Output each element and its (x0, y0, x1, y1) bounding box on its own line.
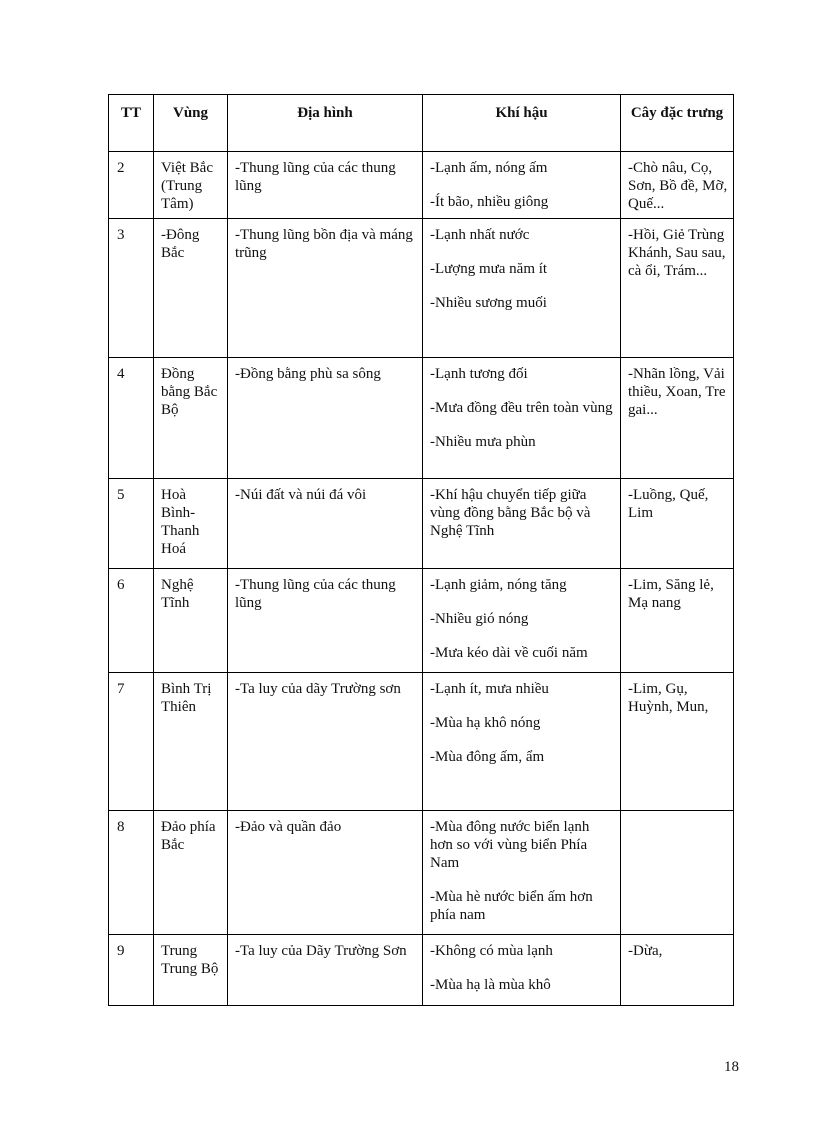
cell-climate (423, 152, 621, 219)
cell-region: -Đông Bắc (154, 219, 228, 358)
cell-tt: 7 (109, 673, 154, 811)
cell-climate (423, 935, 621, 1006)
cell-terrain: -Thung lũng bồn địa và máng trũng (228, 219, 423, 358)
cell-region: Đồng bằng Bắc Bộ (154, 358, 228, 479)
header-region: Vùng (154, 95, 228, 152)
cell-terrain: -Thung lũng của các thung lũng (228, 152, 423, 219)
cell-tt: 2 (109, 152, 154, 219)
cell-trees: -Luồng, Quế, Lim (621, 479, 734, 569)
cell-trees: -Hồi, Giẻ Trùng Khánh, Sau sau, cà ổi, Trám... (621, 219, 734, 358)
cell-region: Trung Trung Bộ (154, 935, 228, 1006)
cell-tt: 6 (109, 569, 154, 673)
cell-trees: -Lim, Săng lẻ, Mạ nang (621, 569, 734, 673)
cell-terrain: -Đồng bằng phù sa sông (228, 358, 423, 479)
climate-line: -Lạnh tương đối (430, 366, 528, 382)
cell-region: Hoà Bình-Thanh Hoá (154, 479, 228, 569)
header-terrain: Địa hình (228, 95, 423, 152)
table-row (109, 358, 734, 479)
cell-terrain: -Ta luy của Dãy Trường Sơn (228, 935, 423, 1006)
cell-tt: 9 (109, 935, 154, 1006)
header-trees: Cây đặc trưng (621, 95, 734, 152)
cell-tt: 8 (109, 811, 154, 935)
climate-line: -Mùa đông nước biển lạnh hơn so với vùng biển Phía Nam (430, 819, 590, 871)
climate-line: -Lượng mưa năm ít (430, 261, 548, 277)
climate-line: -Nhiều mưa phùn (430, 434, 536, 450)
climate-line: -Nhiều gió nóng (430, 611, 529, 627)
cell-trees: -Nhãn lồng, Vải thiều, Xoan, Tre gai... (621, 358, 734, 479)
vegetation-regions-table (108, 94, 734, 1006)
climate-line: -Lạnh giảm, nóng tăng (430, 577, 567, 593)
climate-line: -Mùa hạ là mùa khô (430, 977, 551, 993)
climate-line: -Nhiều sương muối (430, 295, 547, 311)
page-number: 18 (724, 1059, 739, 1075)
table-row (109, 811, 734, 935)
cell-trees (621, 811, 734, 935)
climate-line: -Mưa kéo dài về cuối năm (430, 645, 588, 661)
cell-tt: 3 (109, 219, 154, 358)
table-row (109, 673, 734, 811)
cell-climate (423, 811, 621, 935)
climate-line: -Lạnh ít, mưa nhiều (430, 681, 549, 697)
climate-line: -Mùa hạ khô nóng (430, 715, 541, 731)
cell-trees: -Dừa, (621, 935, 734, 1006)
cell-climate (423, 219, 621, 358)
header-climate: Khí hậu (423, 95, 621, 152)
cell-tt: 5 (109, 479, 154, 569)
cell-region: Nghệ Tĩnh (154, 569, 228, 673)
cell-region: Việt Bắc (Trung Tâm) (154, 152, 228, 219)
table-row (109, 935, 734, 1006)
table-row (109, 569, 734, 673)
climate-line: -Không có mùa lạnh (430, 943, 553, 959)
climate-line: -Khí hậu chuyển tiếp giữa vùng đồng bằng Bắc bộ và Nghệ Tĩnh (430, 487, 591, 539)
cell-region: Bình Trị Thiên (154, 673, 228, 811)
cell-climate (423, 479, 621, 569)
climate-line: -Mưa đồng đều trên toàn vùng (430, 400, 613, 416)
cell-terrain: -Thung lũng của các thung lũng (228, 569, 423, 673)
cell-terrain: -Đảo và quần đảo (228, 811, 423, 935)
climate-line: -Ít bão, nhiều giông (430, 194, 549, 210)
cell-climate (423, 673, 621, 811)
cell-terrain: -Núi đất và núi đá vôi (228, 479, 423, 569)
cell-trees: -Chò nâu, Cọ, Sơn, Bồ đề, Mỡ, Quế... (621, 152, 734, 219)
header-tt: TT (109, 95, 154, 152)
climate-line: -Lạnh ấm, nóng ấm (430, 160, 548, 176)
cell-trees: -Lim, Gụ, Huỳnh, Mun, (621, 673, 734, 811)
climate-line: -Mùa hè nước biển ấm hơn phía nam (430, 889, 593, 923)
cell-terrain: -Ta luy của dãy Trường sơn (228, 673, 423, 811)
climate-line: -Mùa đông ấm, ẩm (430, 749, 545, 765)
climate-line: -Lạnh nhất nước (430, 227, 530, 243)
table-row (109, 152, 734, 219)
table-header-row (109, 95, 734, 152)
cell-climate (423, 569, 621, 673)
cell-climate (423, 358, 621, 479)
table-row (109, 219, 734, 358)
table-row (109, 479, 734, 569)
cell-region: Đảo phía Bắc (154, 811, 228, 935)
cell-tt: 4 (109, 358, 154, 479)
